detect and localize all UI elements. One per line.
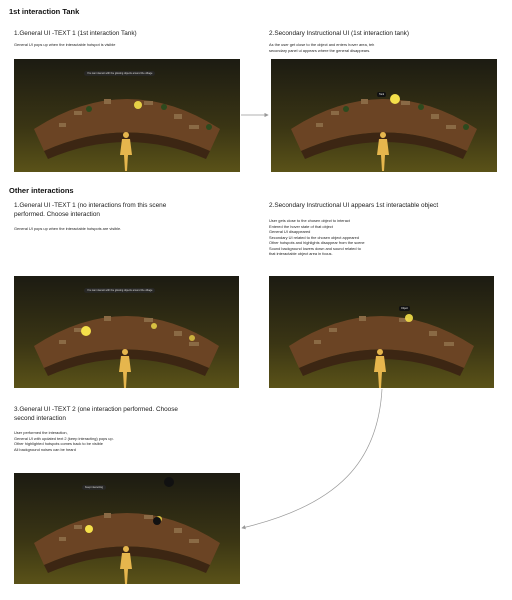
section-title-tank: 1st interaction Tank (9, 7, 80, 16)
other-step-1-description: General UI pops up when the interactable hotspots are visible. (14, 226, 122, 231)
other-step-2-description: User gets close to the chosen object to interact Entered the hover state of that object General UI disappeared Secondary UI related to the chosen object appeared Other hotspots and highlights disappear from the scene Sound background lowers down and sound related to that interactable object area in focus. (269, 218, 365, 256)
step-1-title: 1.General UI -TEXT 1 (1st interaction Tank) (14, 30, 137, 37)
scene-screenshot-4 (269, 276, 494, 388)
secondary-ui-panel: Object (401, 307, 408, 310)
other-step-3-title: 3.General UI -TEXT 2 (one interaction performed. Choose second interaction (14, 406, 178, 422)
step-1-description: General UI pops up when the interactable hotspot is visible (14, 42, 116, 47)
scene-screenshot-2 (271, 59, 497, 172)
scene-screenshot-3 (14, 276, 239, 388)
section-title-other: Other interactions (9, 186, 74, 195)
other-step-1-title: 1.General UI -TEXT 1 (no interactions from this scene performed. Choose interaction (14, 202, 167, 218)
arrow-step2-to-step3 (242, 389, 382, 528)
scene-screenshot-5 (14, 473, 240, 584)
step-2-title: 2.Secondary Instructional UI (1st interaction tank) (269, 30, 409, 37)
general-ui-panel: Keep interacting (82, 485, 106, 490)
secondary-ui-panel: Tank (379, 93, 385, 96)
general-ui-panel: You can interact with the glowing objects around the village (84, 288, 155, 293)
other-step-2-title: 2.Secondary Instructional UI appears 1st interactable object (269, 202, 439, 209)
scene-screenshot-1 (14, 59, 240, 172)
general-ui-panel: You can interact with the glowing objects around the village (84, 71, 155, 76)
other-step-3-description: User performed the interaction, General UI with updated text 2 (keep interacting) pops up. Other highlighted hotspots comes back to be visible All background noises can be heard (14, 430, 114, 452)
step-2-description: As the user get close to the object and enters hover area, teh secondary panel ui appears where the general disappears. (269, 42, 375, 53)
